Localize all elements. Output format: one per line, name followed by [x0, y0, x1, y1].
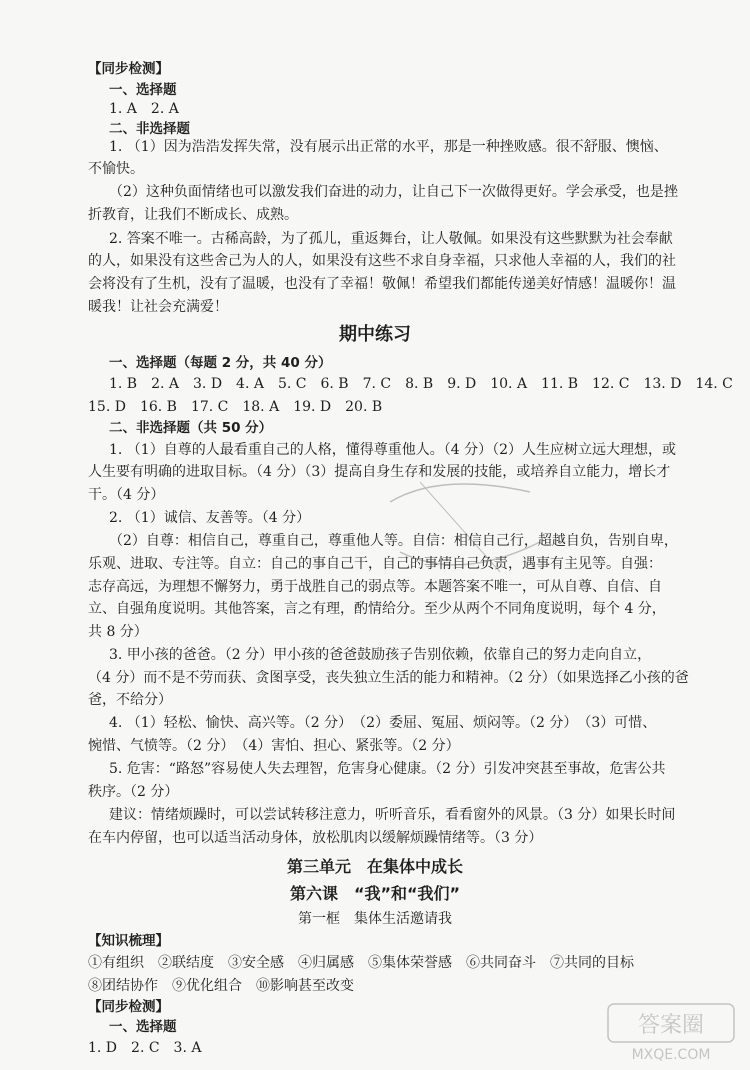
answer-line: 志存高远，为理想不懈努力，勇于战胜自己的弱点等。本题答案不唯一，可从自尊、自信、自 — [88, 579, 662, 595]
answer-line: 暖我！让社会充满爱！ — [88, 299, 228, 315]
answer-line: （2）这种负面情绪也可以激发我们奋进的动力，让自己下一次做得更好。学会承受，也是挫 — [109, 184, 678, 200]
answer-line: 爸，不给分） — [88, 692, 172, 708]
svg-text:MXQE.COM: MXQE.COM — [631, 1047, 711, 1063]
section-heading: 一、选择题 — [109, 82, 177, 98]
answer-line: 会将没有了生机，没有了温暖，也没有了幸福！敬佩！希望我们都能传递美好情感！温暖你！温 — [88, 276, 676, 292]
answer-line: 1. D 2. C 3. A — [88, 1040, 202, 1056]
lesson-title: 第六课 “我”和“我们” — [289, 884, 461, 903]
section-title: 期中练习 — [339, 324, 411, 345]
section-heading: 二、非选择题 — [109, 121, 190, 137]
section-heading: 二、非选择题（共 50 分） — [109, 420, 273, 436]
answer-line: 共 8 分） — [88, 624, 148, 640]
answer-line: ⑧团结协作 ⑨优化组合 ⑩影响甚至改变 — [88, 978, 354, 994]
section-heading: 一、选择题 — [109, 1019, 177, 1035]
answer-line: 3. 甲小孩的爸爸。（2 分）甲小孩的爸爸鼓励孩子告别依赖，依靠自己的努力走向自立， — [109, 647, 652, 663]
answer-line: ①有组织 ②联结度 ③安全感 ④归属感 ⑤集体荣誉感 ⑥共同奋斗 ⑦共同的目标 — [88, 955, 634, 971]
answer-line: 人生要有明确的进取目标。（4 分）（3）提高自身生存和发展的技能，或培养自立能力，增长才 — [88, 464, 671, 480]
answer-line: 15. D 16. B 17. C 18. A 19. D 20. B — [88, 399, 383, 415]
answer-line: 2. （1）诚信、友善等。（4 分） — [109, 510, 311, 526]
subsection-title: 第一框 集体生活邀请我 — [298, 911, 452, 927]
section-heading: 一、选择题（每题 2 分，共 40 分） — [109, 355, 332, 371]
answer-line: 2. 答案不唯一。古稀高龄，为了孤儿，重返舞台，让人敬佩。如果没有这些默默为社会奉献 — [109, 231, 673, 247]
answer-line: 1. （1）因为浩浩发挥失常，没有展示出正常的水平，那是一种挫败感。很不舒服、懊恼、 — [109, 139, 668, 155]
answer-line: 1. （1）自尊的人最看重自己的人格，懂得尊重他人。（4 分）（2）人生应树立远大理想，或 — [109, 442, 676, 458]
section-label: 【同步检测】 — [88, 61, 169, 77]
answer-line: （4 分）而不是不劳而获、贪图享受，丧失独立生活的能力和精神。（2 分）（如果选择乙小孩的爸 — [88, 670, 689, 686]
answer-line: 惋惜、气愤等。（2 分） （4）害怕、担心、紧张等。（2 分） — [88, 738, 460, 754]
answer-line: 秩序。（2 分） — [88, 784, 179, 800]
answer-line: 干。（4 分） — [88, 487, 165, 503]
answer-line: 折教育，让我们不断成长、成熟。 — [88, 207, 298, 223]
answer-line: 乐观、进取、专注等。自立：自己的事自己干，自己的事情自己负责，遇事有主见等。自强： — [88, 556, 662, 572]
answer-line: 4. （1）轻松、愉快、高兴等。（2 分） （2）委屈、冤屈、烦闷等。（2 分） （3）可惜、 — [109, 715, 657, 731]
section-label: 【知识梳理】 — [88, 933, 169, 949]
answer-line: 不愉快。 — [88, 161, 144, 177]
section-label: 【同步检测】 — [88, 999, 169, 1015]
answer-line: （2）自尊：相信自己，尊重自己，尊重他人等。自信：相信自己行，超越自负，告别自卑， — [109, 533, 678, 549]
answer-line: 在车内停留，也可以适当活动身体，放松肌肉以缓解烦躁情绪等。（3 分） — [88, 830, 543, 846]
answer-line: 1. A 2. A — [109, 101, 179, 117]
answer-line: 建议：情绪烦躁时，可以尝试转移注意力，听听音乐，看看窗外的风景。（3 分）如果长时间 — [109, 807, 676, 823]
watermark-logo — [606, 1002, 736, 1064]
answer-line: 立、自强角度说明。其他答案，言之有理，酌情给分。至少从两个不同角度说明，每个 4 分， — [88, 601, 666, 617]
svg-text:答案圈: 答案圈 — [637, 1013, 705, 1038]
answer-line: 1. B 2. A 3. D 4. A 5. C 6. B 7. C 8. B 9. D 10. A 11. B 12. C 13. D 14. C — [109, 376, 733, 392]
answer-line: 的人，如果没有这些舍己为人的人，如果没有这些不求自身幸福，只求他人幸福的人，我们的社 — [88, 253, 676, 269]
faint-stamp-mark — [380, 462, 550, 592]
unit-title: 第三单元 在集体中成长 — [286, 857, 463, 876]
answer-line: 5. 危害：“路怒”容易使人失去理智，危害身心健康。（2 分）引发冲突甚至事故，危害公共 — [109, 761, 666, 777]
